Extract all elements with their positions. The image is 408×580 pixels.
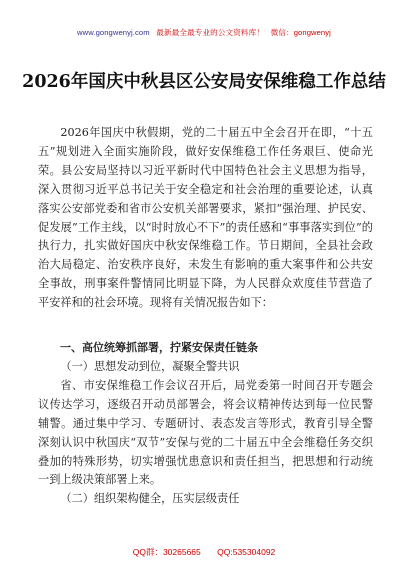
wechat-id: 微信：gongwenyj [270, 28, 331, 37]
qq-group: QQ群：30265665 [132, 547, 201, 557]
qq-number: QQ:535304092 [217, 547, 276, 557]
subsection-heading: （一）思想发动到位，凝聚全警共识 [60, 360, 240, 373]
section-heading: 一、高位统筹抓部署，拧紧安保责任链条 [60, 341, 258, 354]
intro-paragraph: 2026年国庆中秋假期，党的二十届五中全会召开在即，“十五五”规划进入全面实施阶段，做好安保维稳工作任务艰巨、使命光荣。县公安局坚持以习近平新时代中国特色社会主义思想为指导，深入贯彻习近平总书记关于安全稳定和社会治理的重要论述，认真落实公安部党委和省市公安机关部署要求，紧扣“强治理、护民安、促发展”工作主线，以“时时放心不下”的责任感和“事事落实到位”的执行力，扎实做好国庆中秋安保维稳工作。节日期间，全县社会政治大局稳定、治安秩序良好，未发生有影响的重大案事件和公共安全事故，刑事案件警情同比明显下降，为人民群众欢度佳节营造了平安祥和的社会环境。现将有关情况报告如下： [38, 126, 373, 310]
subsection-one [38, 358, 373, 509]
contact-footer [0, 546, 408, 558]
promo-text: 最新最全最专业的公文资料库！ [156, 28, 265, 37]
intro-section [38, 124, 373, 313]
body-paragraph: 省、市安保维稳工作会议召开后，局党委第一时间召开专题会议传达学习，逐级召开动员部署会，将会议精神传达到每一位民警辅警。通过集中学习、专题研讨、表态发言等形式，教育引导全警深刻认识中秋国庆“双节”安保与党的二十届五中全会维稳任务交织叠加的特殊形势，切实增强忧患意识和责任担当，把思想和行动统一到上级决策部署上来。 [38, 378, 373, 487]
document-title: 2026年国庆中秋县区公安局安保维稳工作总结 [22, 72, 386, 92]
site-url[interactable]: www.gongwenyj.com [77, 28, 150, 37]
site-header [0, 27, 408, 38]
subsection-heading: （二）组织架构健全，压实层级责任 [60, 492, 240, 506]
section-one [38, 339, 373, 358]
